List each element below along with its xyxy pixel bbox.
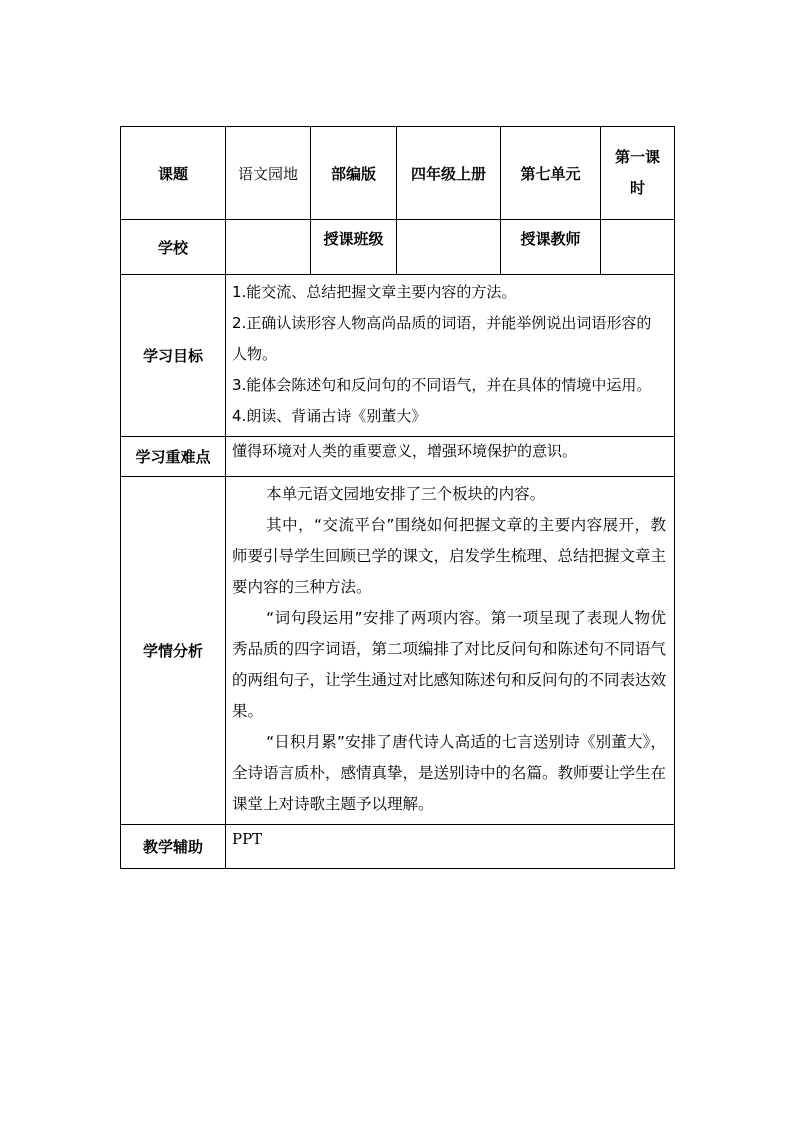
school-value <box>226 220 311 275</box>
aids-row <box>121 825 675 869</box>
goal-item: 3.能体会陈述句和反问句的不同语气，并在具体的情境中运用。 <box>232 376 652 394</box>
analysis-row <box>121 477 675 825</box>
edition: 部编版 <box>311 127 397 220</box>
lesson: 第一课时 <box>614 148 660 197</box>
goals-row <box>121 275 675 437</box>
header-row <box>121 127 675 220</box>
goals-label: 学习目标 <box>121 275 226 437</box>
class-label: 授课班级 <box>311 220 397 275</box>
analysis-paragraph: 其中，“交流平台”围绕如何把握文章的主要内容展开，教师要引导学生回顾已学的课文，启发学生梳理、总结把握文章主要内容的三种方法。 <box>232 516 667 596</box>
school-row <box>121 220 675 275</box>
difficulty-label: 学习重难点 <box>121 437 226 477</box>
aids-label: 教学辅助 <box>121 825 226 869</box>
analysis-label: 学情分析 <box>121 477 226 825</box>
difficulty-row <box>121 437 675 477</box>
grade: 四年级上册 <box>397 127 501 220</box>
analysis-paragraph: “词句段运用”安排了两项内容。第一项呈现了表现人物优秀品质的四字词语，第二项编排了对比反问句和陈述句不同语气的两组句子，让学生通过对比感知陈述句和反问句的不同表达效果。 <box>232 609 667 720</box>
goal-item: 2.正确认读形容人物高尚品质的词语，并能举例说出词语形容的人物。 <box>232 314 652 363</box>
topic-value: 语文园地 <box>226 127 311 220</box>
goal-item: 1.能交流、总结把握文章主要内容的方法。 <box>232 283 517 301</box>
class-value <box>397 220 501 275</box>
aids-value: PPT <box>226 825 675 869</box>
unit: 第七单元 <box>501 127 601 220</box>
goals-content <box>226 275 675 437</box>
difficulty-text: 懂得环境对人类的重要意义，增强环境保护的意识。 <box>226 437 675 477</box>
topic-label: 课题 <box>121 127 226 220</box>
goal-item: 4.朗读、背诵古诗《别董大》 <box>232 407 427 425</box>
teacher-label: 授课教师 <box>501 220 601 275</box>
school-label: 学校 <box>121 220 226 275</box>
lesson-plan-table <box>120 126 675 869</box>
teacher-value <box>601 220 675 275</box>
analysis-paragraph: “日积月累”安排了唐代诗人高适的七言送别诗《别董大》，全诗语言质朴，感情真挚，是送别诗中的名篇。教师要让学生在课堂上对诗歌主题予以理解。 <box>232 733 667 813</box>
analysis-paragraph: 本单元语文园地安排了三个板块的内容。 <box>266 485 546 503</box>
analysis-content <box>226 477 675 825</box>
